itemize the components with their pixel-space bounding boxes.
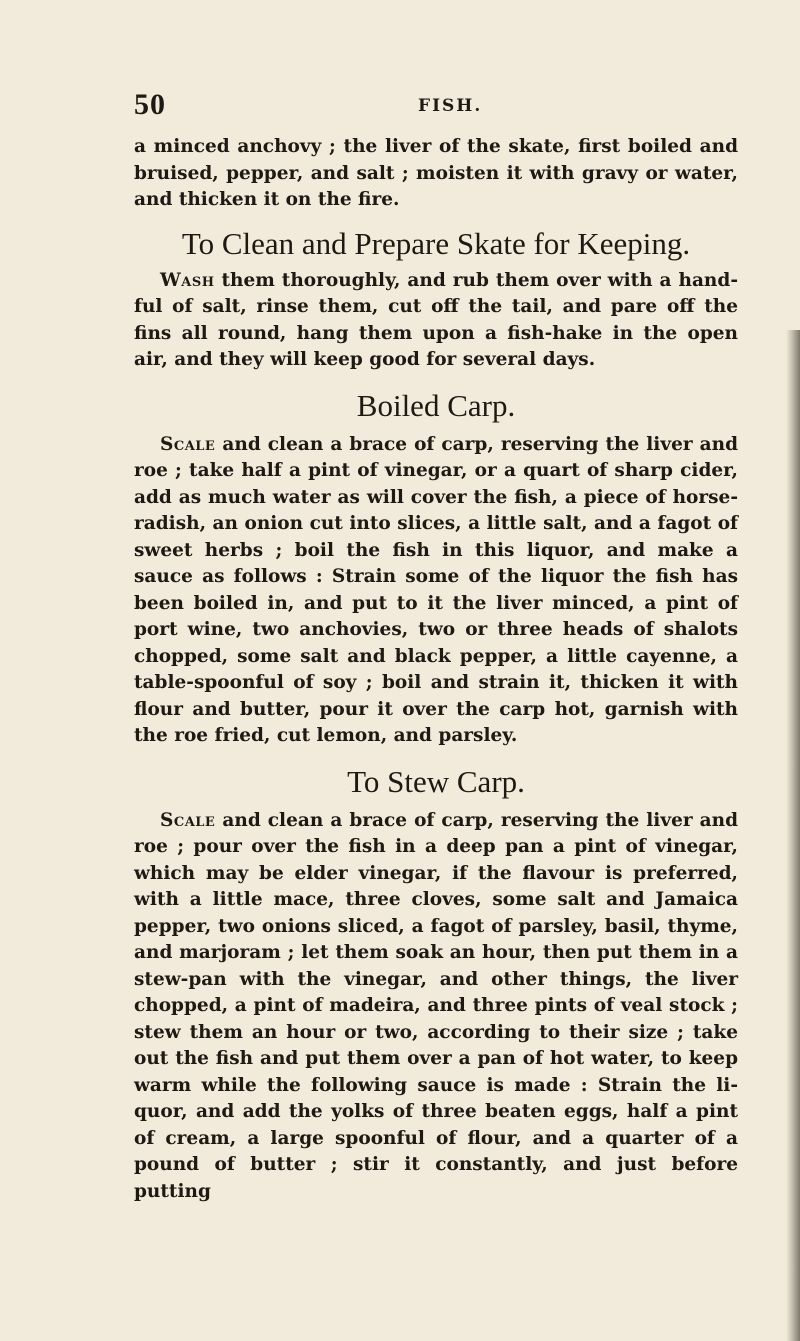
section-paragraph-clean-skate — [134, 268, 738, 374]
paragraph-lead-word: Scale — [160, 433, 216, 455]
continuation-paragraph: a minced anchovy ; the liver of the skate, first boiled and bruised, pepper, and salt ; moisten it with gravy or water, and thicken it on the fire. — [134, 136, 738, 210]
paragraph-lead-word: Scale — [160, 809, 216, 831]
section-title-stew-carp: To Stew Carp. — [347, 763, 525, 799]
section-title-clean-skate: To Clean and Prepare Skate for Keeping. — [181, 225, 691, 261]
paragraph-text: them thoroughly, and rub them over with a hand- ful of salt, rinse them, cut off the tail, and pare off the fins all round, hang them upon a fish-hake in the open air, and they will keep good for several days. — [134, 269, 738, 370]
section-title-boiled-carp: Boiled Carp. — [356, 387, 516, 423]
section-paragraph-stew-carp — [134, 808, 738, 1206]
running-head: FISH. — [418, 96, 483, 116]
section-paragraph-boiled-carp — [134, 432, 738, 750]
paragraph-text: and clean a brace of carp, reserving the liver and roe ; take half a pint of vinegar, or a quart of sharp cider, add as much water as will cover the fish, a piece of horse-radish, an onion cut into slices, a little salt, and a fagot of sweet herbs ; boil the fish in this liquor, and make a sauce as follows : Strain some of the liquor the fish has been boiled in, and put to it the liver minced, a pint of port wine, two anchovies, two or three heads of shalots chopped, some salt and black pepper, a little cayenne, a table-spoonful of soy ; boil and strain it, thicken it with flour and butter, pour it over the carp hot, garnish with the roe fried, cut lemon, and parsley. — [134, 433, 738, 746]
page-edge-shadow — [786, 330, 800, 1341]
page-header — [134, 88, 734, 128]
page-body — [134, 134, 738, 1205]
paragraph-lead-word: Wash — [160, 269, 215, 291]
page-number: 50 — [134, 88, 166, 121]
paragraph-text: and clean a brace of carp, reserving the liver and roe ; pour over the fish in a deep pan a pint of vinegar, which may be elder vinegar, if the flavour is preferred, with a little mace, three cloves, some salt and Jamaica pepper, two onions sliced, a fagot of parsley, basil, thyme, and marjoram ; let them soak an hour, then put them in a stew-pan with the vinegar, and other things, the liver chopped, a pint of madeira, and three pints of veal stock ; stew them an hour or two, according to their size ; take out the fish and put them over a pan of hot water, to keep warm while the following sauce is made : Strain the li- quor, and add the yolks of three beaten eggs, half a pint of cream, a large spoonful of flour, and a quarter of a pound of butter ; stir it constantly, and just before putting — [134, 809, 738, 1202]
